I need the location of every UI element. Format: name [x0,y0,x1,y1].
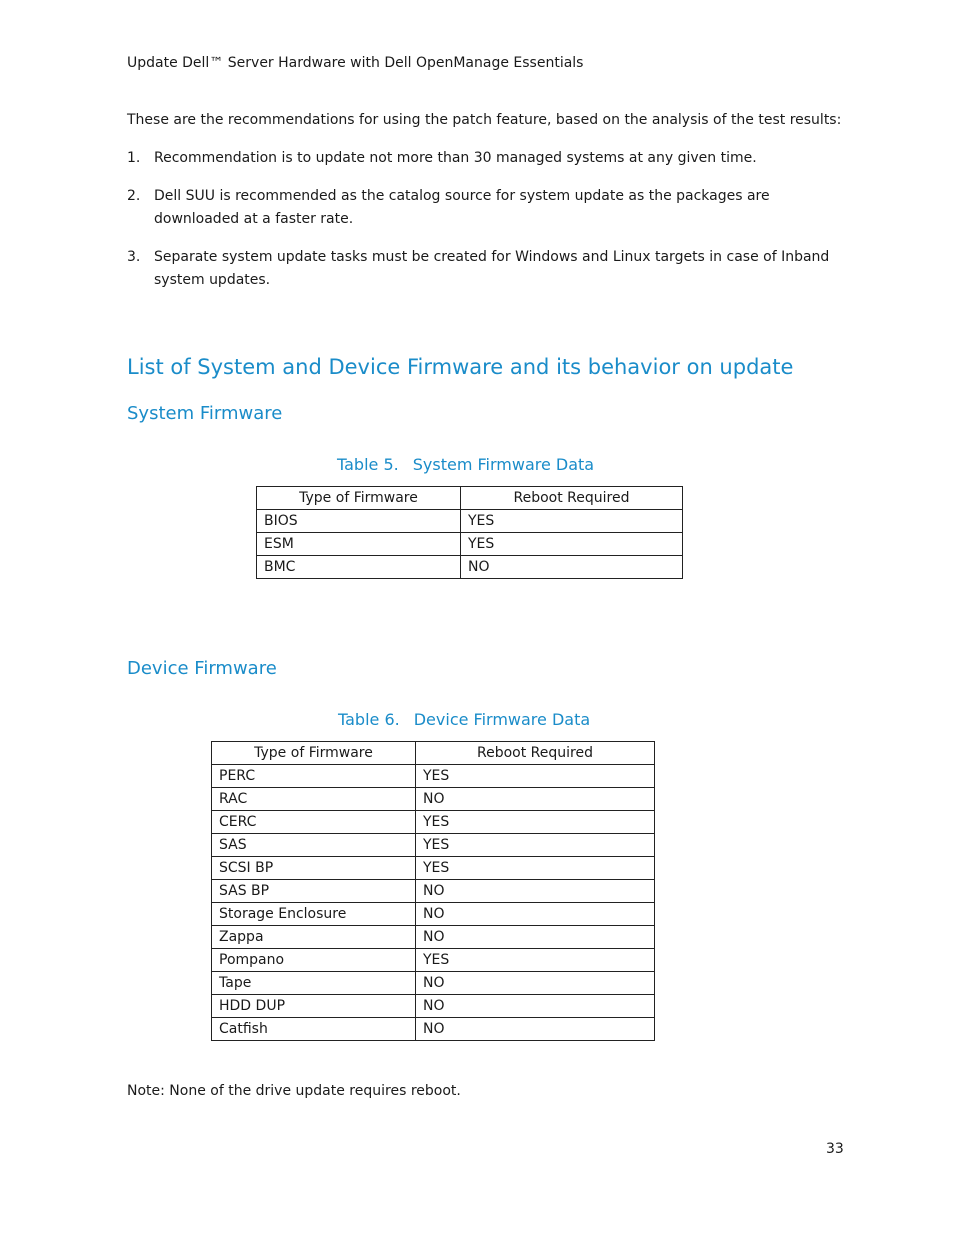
column-header: Type of Firmware [257,487,461,510]
reboot-required-cell: YES [416,811,655,834]
list-item [127,147,837,170]
reboot-required-cell: YES [416,949,655,972]
table-row [212,765,655,788]
table-6-caption [338,710,590,729]
firmware-type-cell: Pompano [212,949,416,972]
table-row [257,510,683,533]
intro-paragraph: These are the recommendations for using the patch feature, based on the analysis of the test results: [127,112,842,128]
caption-title: Device Firmware Data [413,710,591,729]
column-header: Type of Firmware [212,742,416,765]
firmware-type-cell: HDD DUP [212,995,416,1018]
table-row [212,995,655,1018]
firmware-type-cell: SAS BP [212,880,416,903]
reboot-required-cell: YES [461,533,683,556]
reboot-required-cell: NO [416,995,655,1018]
reboot-required-cell: NO [416,972,655,995]
note: Note: None of the drive update requires reboot. [127,1083,461,1099]
reboot-required-cell: YES [461,510,683,533]
firmware-type-cell: Tape [212,972,416,995]
firmware-type-cell: CERC [212,811,416,834]
list-text: Dell SUU is recommended as the catalog source for system update as the packages are downloaded at a faster rate. [154,188,770,227]
table-header-row [257,487,683,510]
firmware-type-cell: Zappa [212,926,416,949]
caption-number: Table 6. [338,710,400,729]
table-5-caption [337,455,594,474]
list-number: 1. [127,150,141,166]
column-header: Reboot Required [416,742,655,765]
table-row [257,533,683,556]
table-row [212,834,655,857]
reboot-required-cell: NO [416,903,655,926]
system-firmware-table [256,486,683,579]
reboot-required-cell: NO [416,788,655,811]
device-firmware-heading: Device Firmware [127,658,277,679]
column-header: Reboot Required [461,487,683,510]
firmware-type-cell: RAC [212,788,416,811]
table-row [212,857,655,880]
device-firmware-table [211,741,655,1041]
reboot-required-cell: YES [416,765,655,788]
caption-number: Table 5. [337,455,399,474]
page-header: Update Dell™ Server Hardware with Dell OpenManage Essentials [127,55,584,71]
reboot-required-cell: NO [416,1018,655,1041]
reboot-required-cell: NO [416,926,655,949]
table-row [212,972,655,995]
table-row [212,926,655,949]
table-row [212,1018,655,1041]
firmware-type-cell: Catfish [212,1018,416,1041]
firmware-type-cell: ESM [257,533,461,556]
firmware-type-cell: Storage Enclosure [212,903,416,926]
table-row [212,903,655,926]
caption-title: System Firmware Data [412,455,595,474]
table-row [257,556,683,579]
table-row [212,949,655,972]
list-text: Recommendation is to update not more than 30 managed systems at any given time. [154,150,757,166]
reboot-required-cell: NO [416,880,655,903]
firmware-type-cell: SCSI BP [212,857,416,880]
list-item [127,185,837,231]
firmware-type-cell: BIOS [257,510,461,533]
list-item [127,246,837,292]
section-title: List of System and Device Firmware and its behavior on update [127,355,794,379]
reboot-required-cell: YES [416,857,655,880]
reboot-required-cell: YES [416,834,655,857]
list-number: 3. [127,249,141,265]
table-row [212,788,655,811]
system-firmware-heading: System Firmware [127,403,283,424]
list-text: Separate system update tasks must be created for Windows and Linux targets in case of Inband system updates. [154,249,830,288]
reboot-required-cell: NO [461,556,683,579]
firmware-type-cell: PERC [212,765,416,788]
page-number: 33 [826,1141,844,1157]
firmware-type-cell: SAS [212,834,416,857]
table-header-row [212,742,655,765]
table-row [212,811,655,834]
firmware-type-cell: BMC [257,556,461,579]
list-number: 2. [127,188,141,204]
table-row [212,880,655,903]
